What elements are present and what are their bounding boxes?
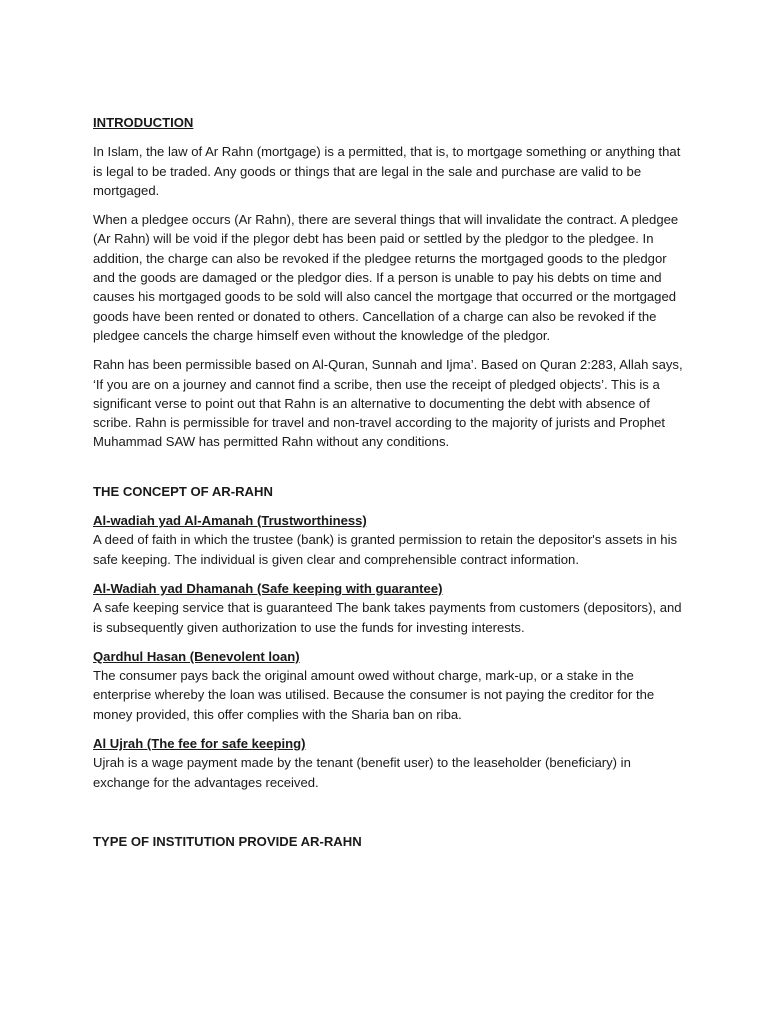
concept-text: The consumer pays back the original amount owed without charge, mark-up, or a stake in the enterprise whereby the loan was utilised. Because the consumer is not paying the creditor for the money provided, this offer complies with the Sharia ban on riba. bbox=[93, 668, 655, 722]
concept-item bbox=[93, 647, 683, 724]
concept-item bbox=[93, 734, 683, 792]
concept-text: A safe keeping service that is guaranteed The bank takes payments from customers (depositors), and is subsequently given authorization to use the funds for investing interests. bbox=[93, 600, 682, 635]
concept-text: Ujrah is a wage payment made by the tenant (benefit user) to the leaseholder (beneficiary) in exchange for the advantages received. bbox=[93, 755, 631, 790]
spacer bbox=[93, 462, 683, 482]
document-page bbox=[93, 113, 683, 851]
intro-paragraph-1: In Islam, the law of Ar Rahn (mortgage) is a permitted, that is, to mortgage something or anything that is legal to be traded. Any goods or things that are legal in the sale and purchase are valid to be mortgaged. bbox=[93, 144, 681, 198]
intro-heading: INTRODUCTION bbox=[93, 115, 194, 130]
concept-title: Al Ujrah (The fee for safe keeping) bbox=[93, 736, 306, 752]
spacer bbox=[93, 802, 683, 832]
concept-text: A deed of faith in which the trustee (bank) is granted permission to retain the depositor's assets in his safe keeping. The individual is given clear and comprehensible contract information. bbox=[93, 532, 678, 567]
concept-item bbox=[93, 511, 683, 569]
concept-title: Al-wadiah yad Al-Amanah (Trustworthiness) bbox=[93, 513, 367, 529]
concept-title: Al-Wadiah yad Dhamanah (Safe keeping with guarantee) bbox=[93, 580, 443, 596]
intro-paragraph-3: Rahn has been permissible based on Al-Quran, Sunnah and Ijma’. Based on Quran 2:283, Allah says, ‘If you are on a journey and cannot find a scribe, then use the receipt of pledged objects’. This is a significant verse to point out that Rahn is an alternative to documenting the debt with absence of scribe. Rahn is permissible for travel and non-travel according to the majority of jurists and Prophet Muhammad SAW has permitted Rahn without any conditions. bbox=[93, 357, 683, 450]
intro-paragraph-2: When a pledgee occurs (Ar Rahn), there are several things that will invalidate the contract. A pledgee (Ar Rahn) will be void if the plegor debt has been paid or settled by the pledgor to the pledgee. In addition, the charge can also be revoked if the pledgee returns the mortgaged goods to the pledgor and the goods are damaged or the pledgor dies. If a person is unable to pay his debts on time and causes his mortgaged goods to be sold will also cancel the mortgage that occurred or the mortgaged goods have been rented or donated to others. Cancellation of a charge can also be revoked if the pledgee cancels the charge himself even without the knowledge of the pledgor. bbox=[93, 212, 679, 343]
concept-title: Qardhul Hasan (Benevolent loan) bbox=[93, 648, 300, 664]
institution-heading: TYPE OF INSTITUTION PROVIDE AR-RAHN bbox=[93, 833, 362, 849]
concept-heading: THE CONCEPT OF AR-RAHN bbox=[93, 483, 273, 499]
concept-item bbox=[93, 579, 683, 637]
